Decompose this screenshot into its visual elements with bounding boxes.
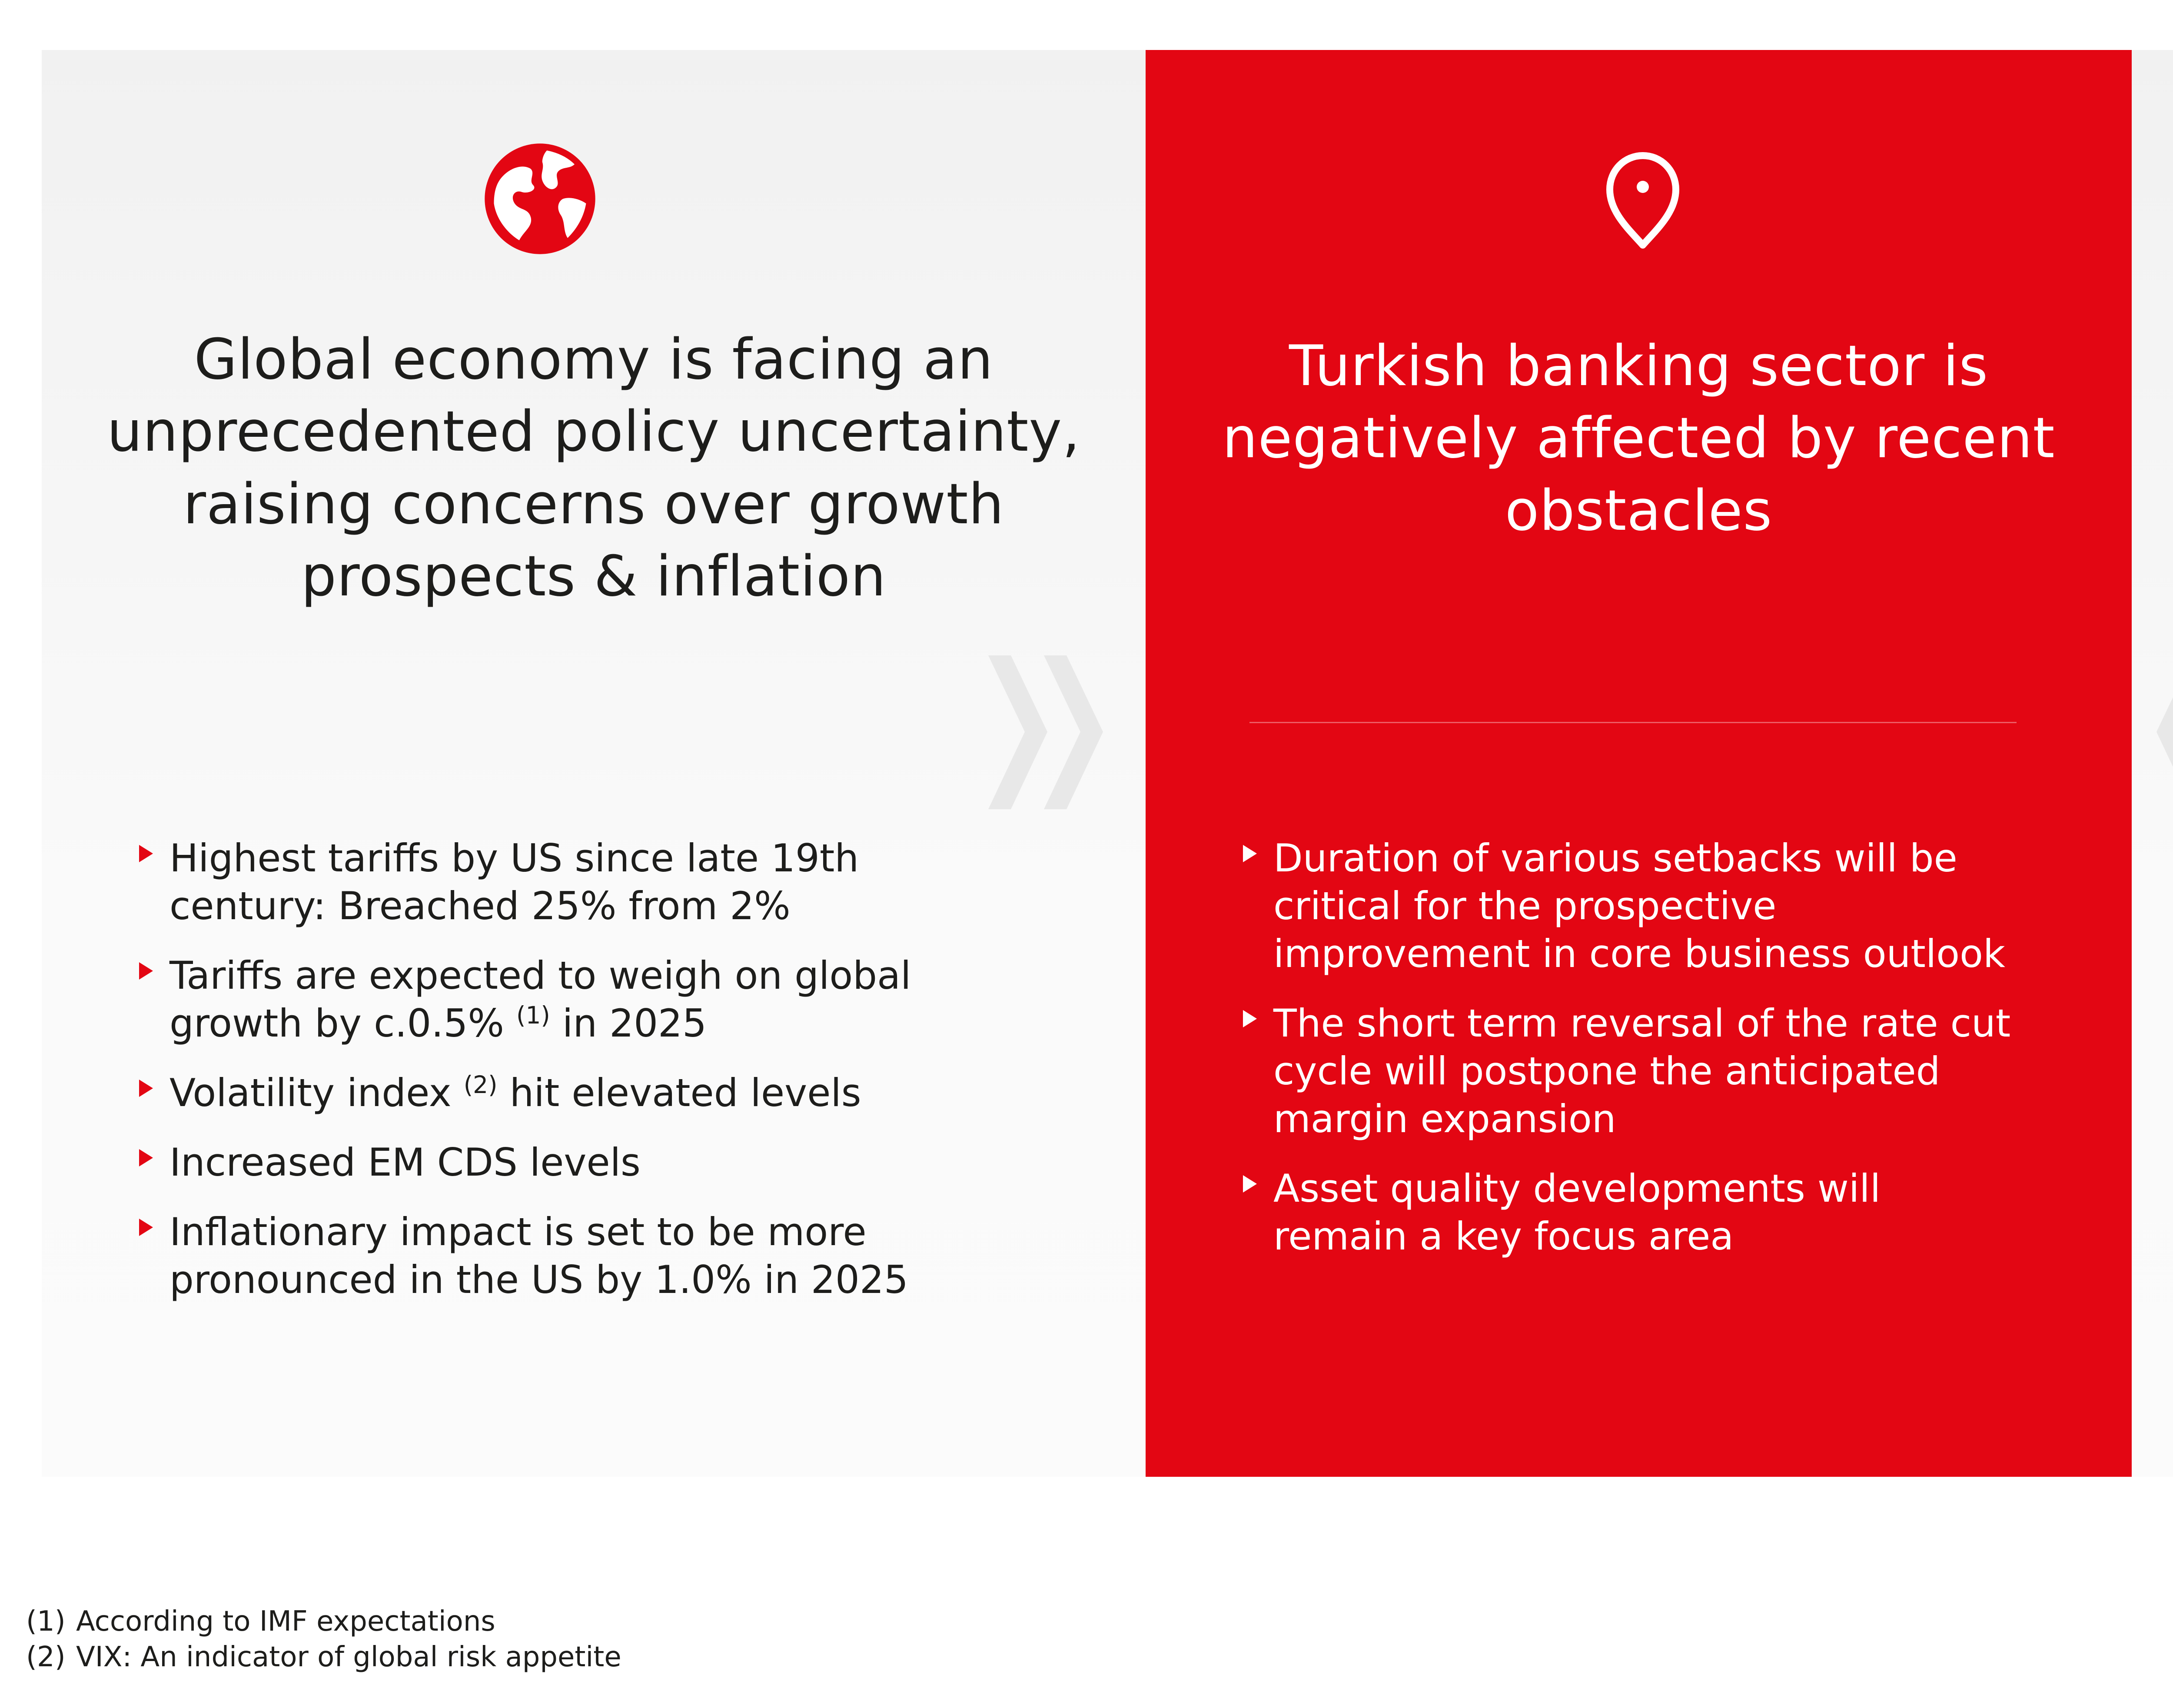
bullet-text: in 2025 <box>550 1001 707 1046</box>
bullet-line: Inflationary impact is set to be more <box>169 1210 867 1254</box>
right-heading-line <box>2132 469 2173 541</box>
bullet-triangle-icon <box>1243 1175 1257 1193</box>
footnote-ref: (1) <box>516 1001 550 1029</box>
right-heading <box>2132 324 2173 541</box>
center-bullet-list <box>1243 834 2112 1282</box>
right-heading-line <box>2132 396 2173 468</box>
bullet-triangle-icon <box>1243 1010 1257 1027</box>
bullet-line: remain a key focus area <box>1273 1214 1734 1259</box>
bullet-line: Duration of various setbacks will be <box>1273 836 1957 881</box>
bullet-triangle-icon <box>139 1149 153 1166</box>
bullet-triangle-icon <box>1243 845 1257 862</box>
footnote <box>26 1639 621 1675</box>
bullet-line: Highest tariffs by US since late 19th <box>169 836 859 881</box>
footnote-text: According to IMF expectations <box>76 1605 495 1638</box>
bullet-line: cycle will postpone the anticipated <box>1273 1049 1940 1093</box>
list-item <box>139 834 1117 930</box>
list-item <box>1243 1000 2112 1143</box>
center-heading-line: negatively affected by recent <box>1222 406 2055 471</box>
bullet-triangle-icon <box>139 1080 153 1097</box>
left-heading-line: prospects & inflation <box>301 544 887 609</box>
list-item <box>139 1139 1117 1186</box>
center-heading <box>1146 330 2132 547</box>
list-item <box>139 1208 1117 1304</box>
bullet-line: century: Breached 25% from 2% <box>169 884 791 928</box>
center-heading-line: obstacles <box>1505 478 1773 543</box>
bullet-triangle-icon <box>139 962 153 980</box>
footnote <box>26 1604 621 1639</box>
bullet-line: critical for the prospective <box>1273 884 1777 928</box>
bullet-line: pronounced in the US by 1.0% in 2025 <box>169 1257 908 1302</box>
list-item <box>139 1069 1117 1117</box>
footnote-text: VIX: An indicator of global risk appetite <box>76 1641 621 1673</box>
footnote-number: (1) <box>26 1605 66 1638</box>
list-item <box>1243 1165 2112 1260</box>
list-item <box>1243 834 2112 978</box>
bullet-line <box>169 1069 1117 1117</box>
center-divider <box>1249 722 2017 723</box>
left-heading <box>42 324 1146 613</box>
bullet-triangle-icon <box>139 1219 153 1236</box>
chevron-left-double-icon <box>2151 652 2173 813</box>
location-pin-icon <box>1599 148 1686 252</box>
list-item <box>139 952 1117 1047</box>
bullet-line: The short term reversal of the rate cut <box>1273 1001 2011 1046</box>
right-heading-line <box>2132 324 2173 396</box>
footnotes <box>26 1604 621 1675</box>
bullet-text: growth by c.0.5% <box>169 1001 504 1046</box>
left-bullet-list <box>139 834 1117 1326</box>
bullet-line: margin expansion <box>1273 1097 1616 1141</box>
bullet-line: Increased EM CDS levels <box>169 1140 641 1185</box>
bullet-text: hit elevated levels <box>497 1070 861 1115</box>
left-heading-line: unprecedented policy uncertainty, <box>107 399 1080 465</box>
bullet-text: Volatility index <box>169 1070 464 1115</box>
bullet-line <box>169 1000 1117 1047</box>
left-heading-line: Global economy is facing an <box>194 327 993 392</box>
bullet-triangle-icon <box>139 845 153 862</box>
center-heading-line: Turkish banking sector is <box>1289 334 1989 399</box>
footnote-number: (2) <box>26 1641 66 1673</box>
bullet-line: Tariffs are expected to weigh on global <box>169 953 911 998</box>
bullet-line: improvement in core business outlook <box>1273 931 2005 976</box>
left-heading-line: raising concerns over growth <box>183 472 1004 537</box>
globe-icon <box>482 141 598 256</box>
footnote-ref: (2) <box>463 1071 498 1099</box>
bullet-line: Asset quality developments will <box>1273 1166 1881 1211</box>
chevron-right-double-icon <box>987 652 1108 813</box>
